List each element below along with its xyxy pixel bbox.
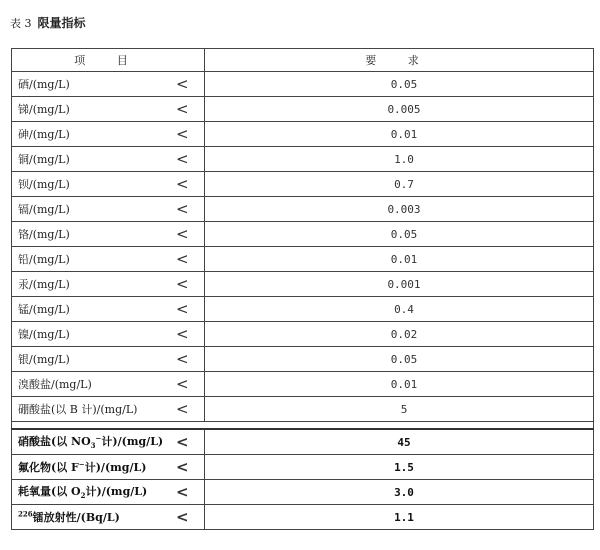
item-cell xyxy=(12,222,205,247)
table-row-bold xyxy=(12,455,594,480)
less-than-sign: < xyxy=(176,250,189,268)
requirement-value: 0.005 xyxy=(205,97,594,122)
table-row xyxy=(12,97,594,122)
item-name-main: 氟化物(以 F xyxy=(18,461,79,474)
item-name-superscript: − xyxy=(78,459,85,469)
table-row-bold xyxy=(12,505,594,530)
requirement-value: 0.001 xyxy=(205,272,594,297)
requirement-value: 0.7 xyxy=(205,172,594,197)
item-name: 铜/(mg/L) xyxy=(18,153,70,166)
item-cell xyxy=(12,347,205,372)
item-cell xyxy=(12,272,205,297)
table-number: 表 3 xyxy=(10,17,32,30)
item-cell xyxy=(12,372,205,397)
requirement-value: 1.1 xyxy=(205,505,594,530)
less-than-sign: < xyxy=(176,508,189,526)
item-name-superscript: − xyxy=(95,433,102,443)
requirement-value: 0.01 xyxy=(205,247,594,272)
less-than-sign: < xyxy=(176,200,189,218)
requirement-value: 0.02 xyxy=(205,322,594,347)
table-row xyxy=(12,247,594,272)
table-row xyxy=(12,122,594,147)
less-than-sign: < xyxy=(176,75,189,93)
item-name: 锑/(mg/L) xyxy=(18,103,70,116)
less-than-sign: < xyxy=(176,275,189,293)
item-name-main: 镭放射性/(Bq/L) xyxy=(32,511,120,524)
requirement-value: 0.4 xyxy=(205,297,594,322)
table-body xyxy=(12,72,594,422)
item-name: 锰/(mg/L) xyxy=(18,303,70,316)
item-name: 溴酸盐/(mg/L) xyxy=(18,378,92,391)
less-than-sign: < xyxy=(176,225,189,243)
table-row xyxy=(12,72,594,97)
limits-table-wrapper xyxy=(11,48,593,530)
table-gap xyxy=(12,422,594,430)
item-cell xyxy=(12,147,205,172)
item-name: 硒/(mg/L) xyxy=(18,78,70,91)
item-cell xyxy=(12,397,205,422)
less-than-sign: < xyxy=(176,433,189,451)
item-name: 硼酸盐(以 B 计)/(mg/L) xyxy=(18,403,138,416)
item-name: 镍/(mg/L) xyxy=(18,328,70,341)
table-row xyxy=(12,222,594,247)
less-than-sign: < xyxy=(176,100,189,118)
less-than-sign: < xyxy=(176,300,189,318)
item-name xyxy=(18,461,146,474)
requirement-value: 1.0 xyxy=(205,147,594,172)
table-row-bold xyxy=(12,429,594,455)
item-name-main: 耗氧量(以 O xyxy=(18,485,81,499)
table-row xyxy=(12,372,594,397)
item-name: 砷/(mg/L) xyxy=(18,128,70,141)
item-cell xyxy=(12,297,205,322)
table-row xyxy=(12,347,594,372)
item-name: 铅/(mg/L) xyxy=(18,253,70,266)
less-than-sign: < xyxy=(176,150,189,168)
item-name xyxy=(18,433,164,451)
item-cell xyxy=(12,97,205,122)
item-name: 钡/(mg/L) xyxy=(18,178,70,191)
item-cell xyxy=(12,505,205,530)
item-cell xyxy=(12,72,205,97)
requirement-value: 3.0 xyxy=(205,480,594,505)
requirement-value: 0.01 xyxy=(205,372,594,397)
item-cell xyxy=(12,172,205,197)
item-name-isotope: 226 xyxy=(18,509,33,519)
limits-table xyxy=(11,48,594,530)
table-title: 限量指标 xyxy=(37,16,86,30)
item-cell xyxy=(12,247,205,272)
requirement-value: 5 xyxy=(205,397,594,422)
item-cell xyxy=(12,480,205,505)
item-name-suffix: 计)/(mg/L) xyxy=(84,461,147,474)
less-than-sign: < xyxy=(176,458,189,476)
requirement-value: 45 xyxy=(205,429,594,455)
section-gap xyxy=(12,422,594,430)
item-name: 镉/(mg/L) xyxy=(18,203,70,216)
requirement-value: 0.05 xyxy=(205,72,594,97)
table-body-bold xyxy=(12,429,594,530)
item-cell xyxy=(12,122,205,147)
less-than-sign: < xyxy=(176,350,189,368)
item-name: 汞/(mg/L) xyxy=(18,278,70,291)
requirement-value: 0.003 xyxy=(205,197,594,222)
requirement-value: 0.05 xyxy=(205,347,594,372)
item-name xyxy=(18,511,120,524)
less-than-sign: < xyxy=(176,400,189,418)
less-than-sign: < xyxy=(176,125,189,143)
item-name-subscript: 2 xyxy=(80,491,86,501)
table-row xyxy=(12,322,594,347)
table-header-row xyxy=(12,49,594,72)
item-name: 银/(mg/L) xyxy=(18,353,70,366)
header-requirement: 要 求 xyxy=(205,49,594,72)
item-cell xyxy=(12,429,205,455)
table-row xyxy=(12,397,594,422)
table-row xyxy=(12,147,594,172)
item-cell xyxy=(12,455,205,480)
less-than-sign: < xyxy=(176,375,189,393)
requirement-value: 1.5 xyxy=(205,455,594,480)
less-than-sign: < xyxy=(176,175,189,193)
table-row xyxy=(12,297,594,322)
item-name-subscript: 3 xyxy=(90,441,96,451)
table-row xyxy=(12,197,594,222)
table-row xyxy=(12,272,594,297)
header-item: 项 目 xyxy=(12,49,205,72)
requirement-value: 0.01 xyxy=(205,122,594,147)
table-row-bold xyxy=(12,480,594,505)
item-cell xyxy=(12,197,205,222)
item-name-suffix: 计)/(mg/L) xyxy=(101,435,164,449)
item-name-main: 硝酸盐(以 NO xyxy=(18,435,91,449)
item-name: 铬/(mg/L) xyxy=(18,228,70,241)
item-name-suffix: 计)/(mg/L) xyxy=(85,485,148,499)
item-cell xyxy=(12,322,205,347)
less-than-sign: < xyxy=(176,325,189,343)
less-than-sign: < xyxy=(176,483,189,501)
item-name xyxy=(18,485,148,501)
table-caption xyxy=(10,14,86,31)
requirement-value: 0.05 xyxy=(205,222,594,247)
table-row xyxy=(12,172,594,197)
